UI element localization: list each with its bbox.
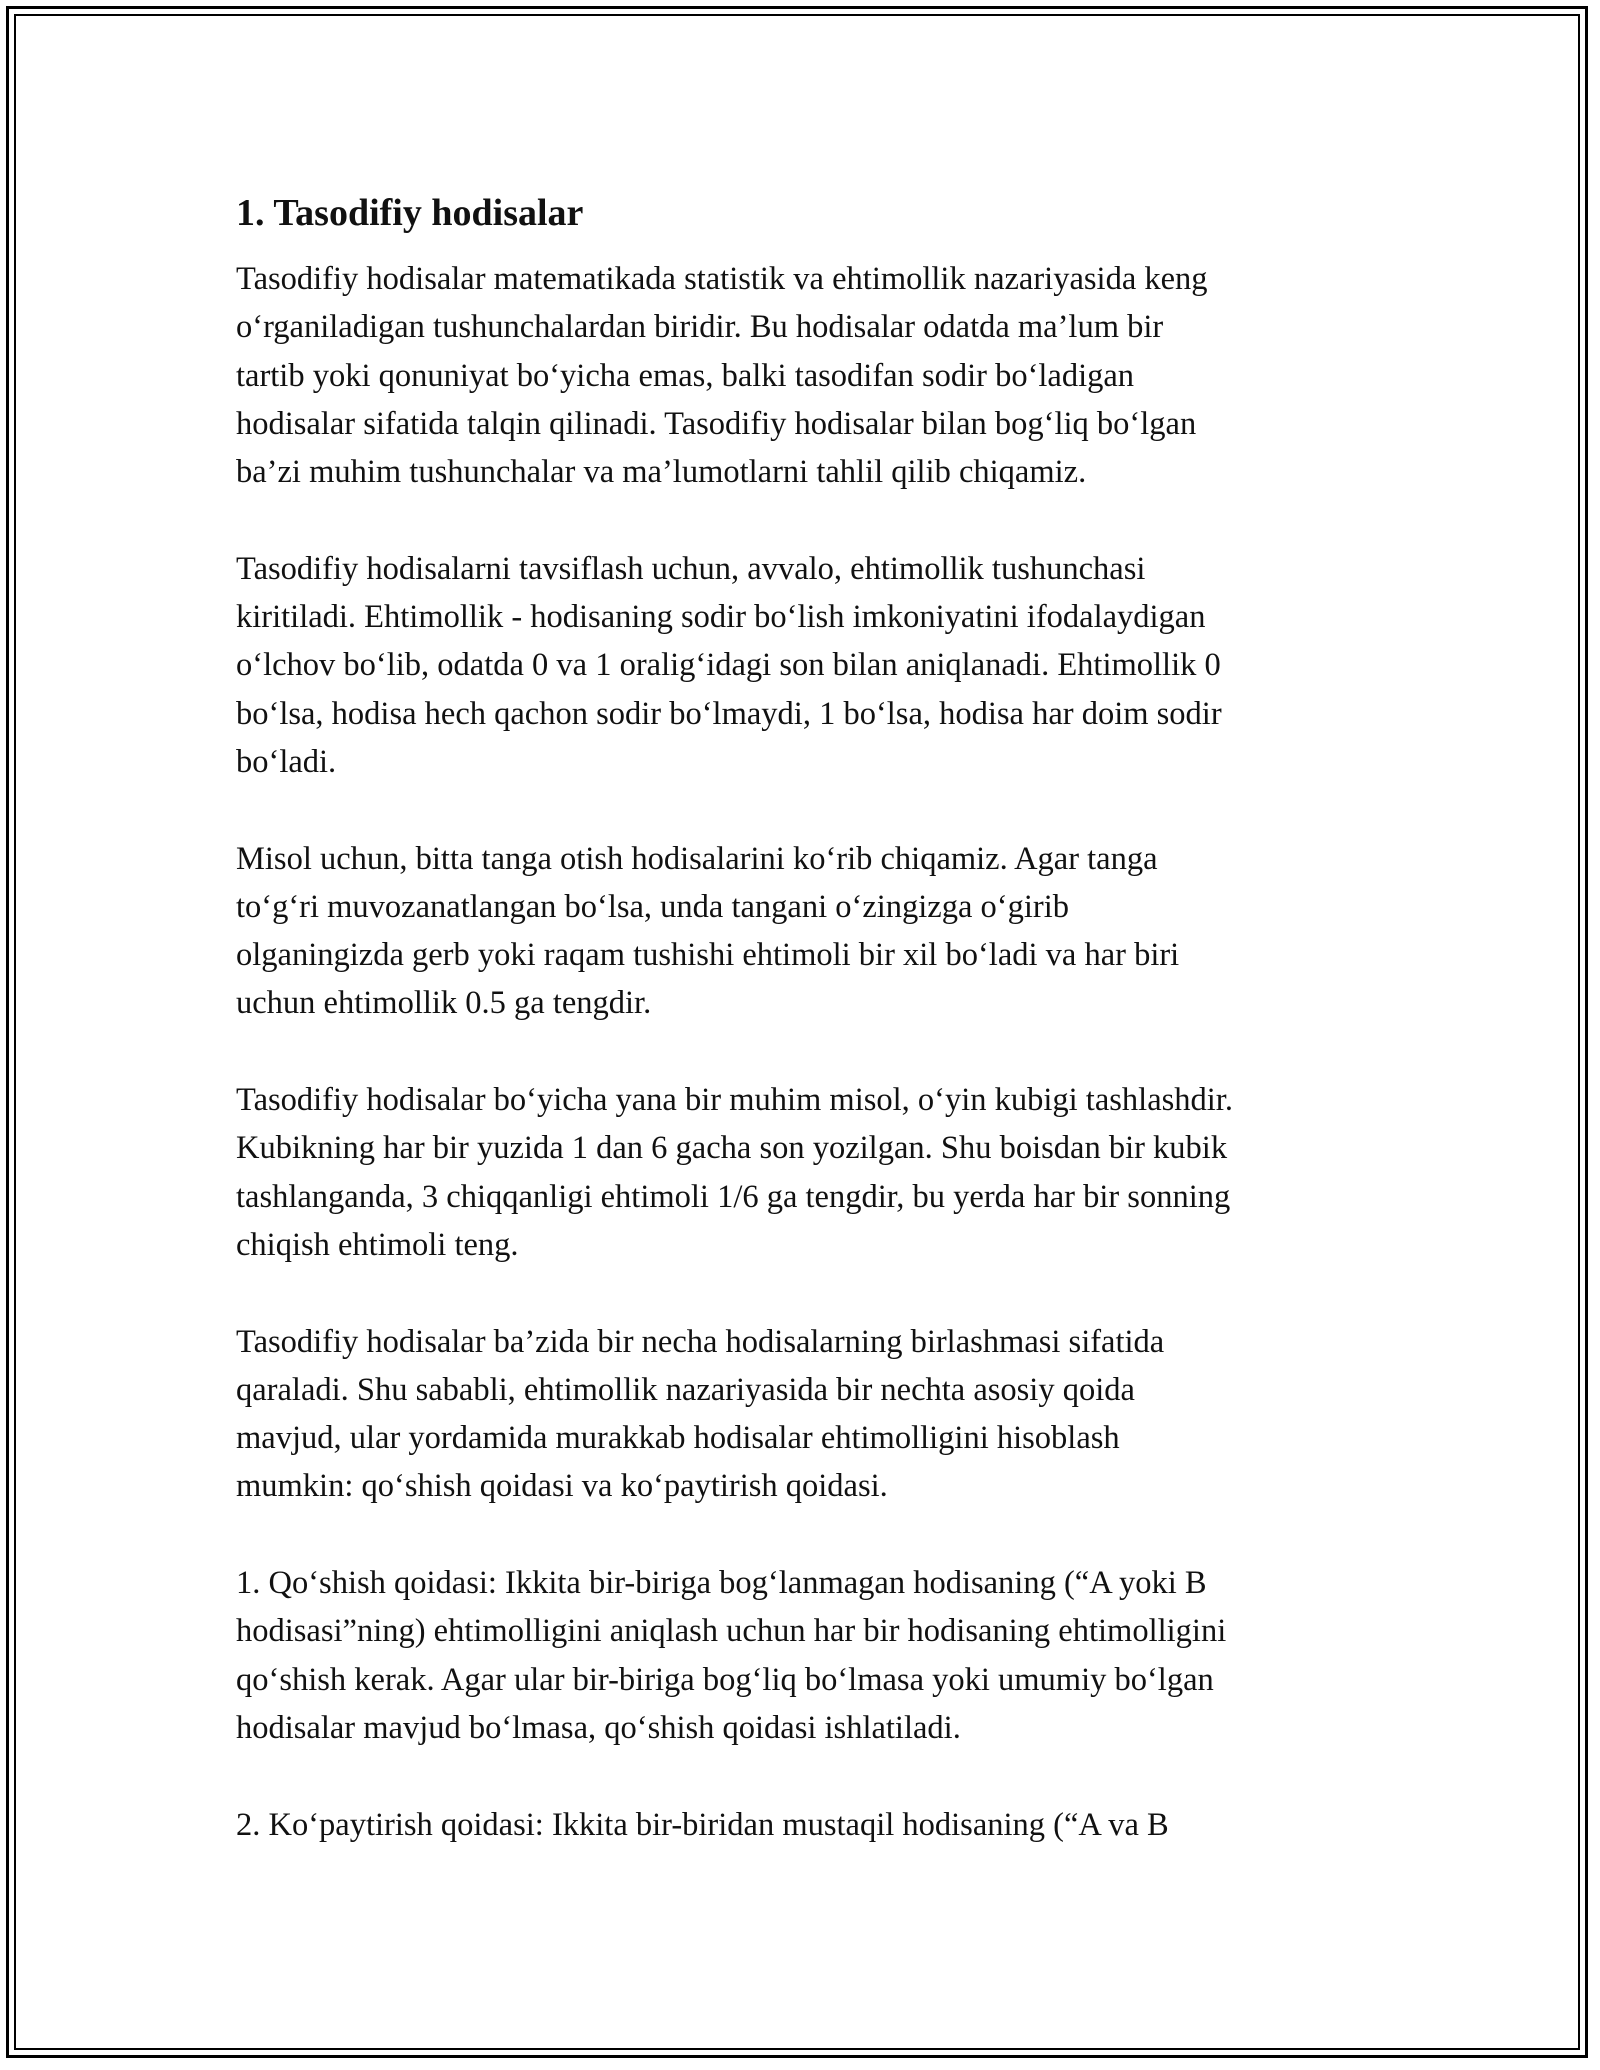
text-line: hodisasi”ning) ehtimolligini aniqlash uchun har bir hodisaning ehtimolligini — [236, 1613, 1227, 1650]
text-line: ba’zi muhim tushunchalar va ma’lumotlarni tahlil qilib chiqamiz. — [236, 454, 1087, 491]
text-line: o‘rganiladigan tushunchalardan biridir. Bu hodisalar odatda ma’lum bir — [236, 309, 1164, 346]
text-line: bo‘ladi. — [236, 743, 337, 780]
text-line: hodisalar sifatida talqin qilinadi. Tasodifiy hodisalar bilan bog‘liq bo‘lgan — [236, 405, 1197, 442]
paragraph-4 — [236, 1076, 1396, 1269]
text-line: tashlanganda, 3 chiqqanligi ehtimoli 1/6 ga tengdir, bu yerda har bir sonning — [236, 1178, 1231, 1215]
text-line: bo‘lsa, hodisa hech qachon sodir bo‘lmaydi, 1 bo‘lsa, hodisa har doim sodir — [236, 695, 1222, 732]
text-line: chiqish ehtimoli teng. — [236, 1226, 519, 1263]
text-line: mavjud, ular yordamida murakkab hodisalar ehtimolligini hisoblash — [236, 1420, 1120, 1457]
paragraph-2 — [236, 545, 1396, 786]
text-line: kiritiladi. Ehtimollik - hodisaning sodir bo‘lish imkoniyatini ifodalaydigan — [236, 599, 1206, 636]
text-line: olganingizda gerb yoki raqam tushishi ehtimoli bir xil bo‘ladi va har biri — [236, 937, 1180, 974]
text-line: Tasodifiy hodisalar bo‘yicha yana bir muhim misol, o‘yin kubigi tashlashdir. — [236, 1082, 1233, 1119]
paragraph-7-multiplication-rule — [236, 1801, 1396, 1849]
text-line: Tasodifiy hodisalarni tavsiflash uchun, avvalo, ehtimollik tushunchasi — [236, 550, 1146, 587]
document-body — [236, 185, 1396, 1897]
text-line: to‘g‘ri muvozanatlangan bo‘lsa, unda tangani o‘zingizga o‘girib — [236, 888, 1069, 925]
text-line: Kubikning har bir yuzida 1 dan 6 gacha son yozilgan. Shu boisdan bir kubik — [236, 1130, 1228, 1167]
text-line: Tasodifiy hodisalar ba’zida bir necha hodisalarning birlashmasi sifatida — [236, 1323, 1165, 1360]
paragraph-3 — [236, 835, 1396, 1028]
text-line: 2. Ko‘paytirish qoidasi: Ikkita bir-biridan mustaqil hodisaning (“A va B — [236, 1806, 1169, 1843]
text-line: hodisalar mavjud bo‘lmasa, qo‘shish qoidasi ishlatiladi. — [236, 1709, 961, 1746]
paragraph-6-addition-rule — [236, 1559, 1396, 1752]
text-line: mumkin: qo‘shish qoidasi va ko‘paytirish qoidasi. — [236, 1468, 888, 1505]
text-line: o‘lchov bo‘lib, odatda 0 va 1 oralig‘idagi son bilan aniqlanadi. Ehtimollik 0 — [236, 647, 1221, 684]
text-line: tartib yoki qonuniyat bo‘yicha emas, balki tasodifan sodir bo‘ladigan — [236, 357, 1135, 394]
section-heading: 1. Tasodifiy hodisalar — [236, 192, 584, 234]
paragraph-1 — [236, 255, 1396, 496]
text-line: Tasodifiy hodisalar matematikada statistik va ehtimollik nazariyasida keng — [236, 261, 1208, 297]
text-line: Misol uchun, bitta tanga otish hodisalarini ko‘rib chiqamiz. Agar tanga — [236, 840, 1158, 877]
text-line: qaraladi. Shu sababli, ehtimollik nazariyasida bir nechta asosiy qoida — [236, 1371, 1135, 1408]
text-line: 1. Qo‘shish qoidasi: Ikkita bir-biriga bog‘lanmagan hodisaning (“A yoki B — [236, 1565, 1207, 1602]
paragraph-5 — [236, 1318, 1396, 1511]
text-line: qo‘shish kerak. Agar ular bir-biriga bog‘liq bo‘lmasa yoki umumiy bo‘lgan — [236, 1661, 1214, 1698]
text-line: uchun ehtimollik 0.5 ga tengdir. — [236, 985, 652, 1022]
